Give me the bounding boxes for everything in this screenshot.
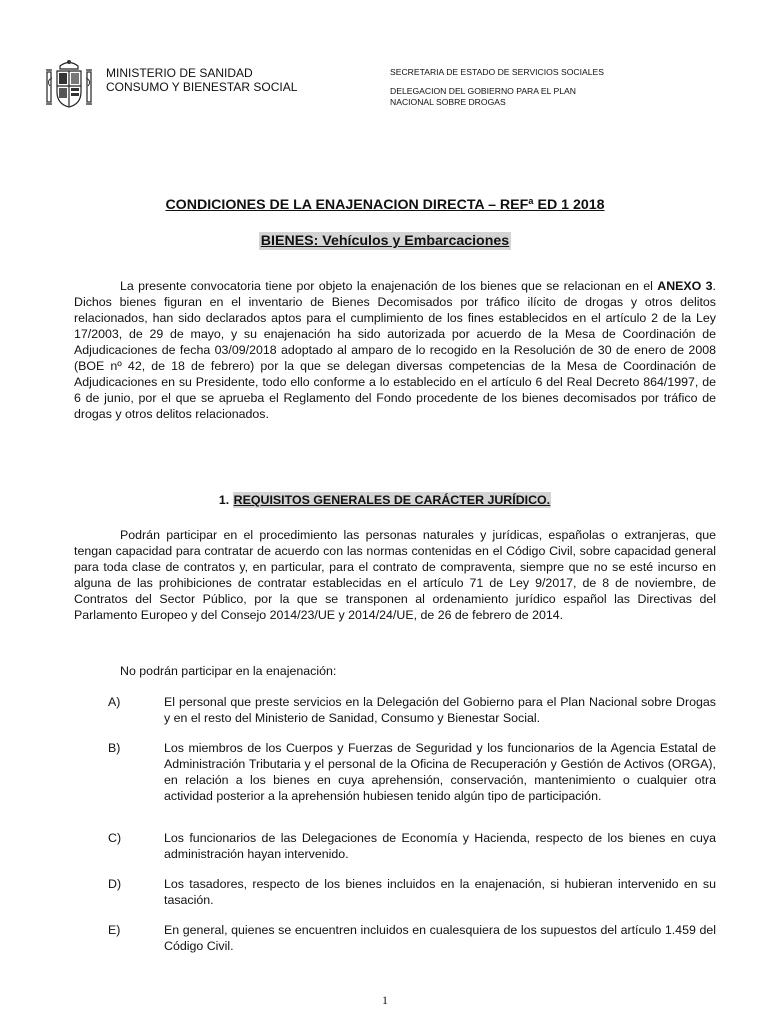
section-number: 1.: [218, 493, 230, 507]
delegacion-label: DELEGACION DEL GOBIERNO PARA EL PLAN NACIONAL SOBRE DROGAS: [390, 86, 576, 107]
item-letter: A): [108, 695, 121, 709]
section-heading: [0, 493, 770, 507]
list-item: [108, 830, 716, 862]
document-title: CONDICIONES DE LA ENAJENACION DIRECTA – REFª ED 1 2018: [165, 197, 605, 213]
item-letter: C): [108, 831, 122, 845]
intro-paragraph: La presente convocatoria tiene por objeto la enajenación de los bienes que se relacionan en el ANEXO 3. Dichos bienes figuran en el inventario de Bienes Decomisados por tráfico ilícito de drogas y otros delitos relacionados, han sido declarados aptos para el cumplimiento de los fines establecidos en el artículo 2 de la Ley 17/2003, de 29 de mayo, y su enajenación ha sido autorizada por acuerdo de la Mesa de Coordinación de Adjudicaciones de fecha 03/09/2018 adoptado al amparo de lo recogido en la Resolución de 30 de enero de 2008 (BOE nº 42, de 18 de febrero) por la que se delegan diversas competencias de la Mesa de Coordinación de Adjudicaciones en su Presidente, todo ello conforme a lo establecido en el artículo 6 del Real Decreto 864/1997, de 6 de junio, por el que se aprueba el Reglamento del Fondo procedente de los bienes decomisados por tráfico de drogas y otros delitos relacionados.: [74, 279, 716, 421]
item-text: Los tasadores, respecto de los bienes incluidos en la enajenación, si hubieran intervenido en su tasación.: [164, 877, 716, 907]
item-letter: D): [108, 877, 122, 891]
letterhead: [44, 58, 744, 118]
item-text: Los funcionarios de las Delegaciones de Economía y Hacienda, respecto de los bienes en cuya administración hayan intervenido.: [164, 831, 716, 861]
section-title: REQUISITOS GENERALES DE CARÁCTER JURÍDICO.: [233, 493, 551, 507]
list-item: [108, 694, 716, 726]
subtitle-row: [0, 232, 770, 250]
item-text: En general, quienes se encuentren incluidos en cualesquiera de los supuestos del artículo 1.459 del Código Civil.: [164, 923, 716, 953]
annex-reference: ANEXO 3: [657, 279, 713, 293]
list-item: [108, 740, 716, 804]
document-subtitle: BIENES: Vehículos y Embarcaciones: [260, 233, 510, 249]
page-number: 1: [382, 993, 388, 1007]
list-item: [108, 876, 716, 908]
section-paragraph: Podrán participar en el procedimiento las personas naturales y jurídicas, españolas o extranjeras, que tengan capacidad para contratar de acuerdo con las normas contenidas en el Código Civil, sobre capacidad general para toda clase de contratos y, en particular, para el contrato de compraventa, siempre que no se esté incurso en alguna de las prohibiciones de contratar establecidas en el artículo 71 de Ley 9/2017, de 8 de noviembre, de Contratos del Sector Público, por la que se transponen al ordenamiento jurídico español las Directivas del Parlamento Europeo y del Consejo 2014/23/UE y 2014/24/UE, de 26 de febrero de 2014.: [74, 528, 716, 622]
exclusions-lead: No podrán participar en la enajenación:: [120, 664, 337, 678]
item-text: El personal que preste servicios en la Delegación del Gobierno para el Plan Nacional sobre Drogas y en el resto del Ministerio de Sanidad, Consumo y Bienestar Social.: [164, 695, 716, 725]
secretaria-label: SECRETARIA DE ESTADO DE SERVICIOS SOCIALES: [390, 67, 604, 77]
ministry-name: MINISTERIO DE SANIDAD CONSUMO Y BIENESTAR SOCIAL: [106, 66, 298, 94]
list-item: [108, 922, 716, 954]
coat-of-arms-icon: [44, 58, 94, 110]
item-letter: E): [108, 923, 121, 937]
item-letter: B): [108, 741, 121, 755]
item-text: Los miembros de los Cuerpos y Fuerzas de Seguridad y los funcionarios de la Agencia Estatal de Administración Tributaria y el personal de la Oficina de Recuperación y Gestión de Activos (ORGA), en relación a los bienes en cuya aprehensión, conservación, mantenimiento o cualquier otra actividad posterior a la aprehensión hubiesen tenido algún tipo de participación.: [164, 741, 716, 803]
